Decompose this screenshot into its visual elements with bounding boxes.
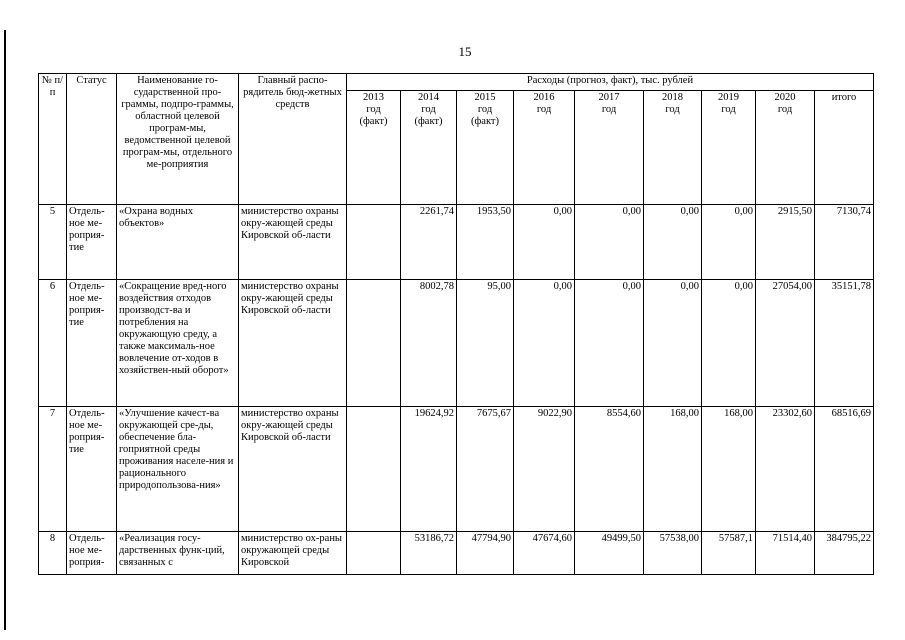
row-total: 35151,78 bbox=[815, 280, 874, 407]
row-value-2016: 0,00 bbox=[514, 205, 575, 280]
header-year-unit: год bbox=[477, 104, 493, 115]
header-executor: Главный распо-рядитель бюд-жетных средств bbox=[239, 74, 347, 205]
row-value-2013 bbox=[347, 407, 401, 532]
budget-table bbox=[38, 73, 874, 575]
header-year-7 bbox=[756, 91, 815, 205]
row-value-2016: 47674,60 bbox=[514, 532, 575, 575]
header-year-year: 2018 bbox=[662, 92, 683, 103]
table-row bbox=[39, 532, 874, 575]
row-name: «Сокращение вред-ного воздействия отходов производст-ва и потребления на окружающую среду, а также максималь-ное вовлечение от-ходов в хозяйствен-ный оборот» bbox=[117, 280, 239, 407]
row-value-2013 bbox=[347, 532, 401, 575]
row-value-2017: 8554,60 bbox=[575, 407, 644, 532]
row-value-2015: 1953,50 bbox=[457, 205, 514, 280]
header-year-2 bbox=[457, 91, 514, 205]
row-status: Отдель-ное ме-роприя-тие bbox=[67, 280, 117, 407]
header-year-note: (факт) bbox=[414, 116, 443, 127]
header-year-year: 2015 bbox=[474, 92, 496, 103]
header-row-top bbox=[39, 74, 874, 91]
row-num: 7 bbox=[39, 407, 67, 532]
header-year-unit: год bbox=[777, 104, 793, 115]
row-value-2020: 27054,00 bbox=[756, 280, 815, 407]
row-status: Отдель-ное ме-роприя-тие bbox=[67, 205, 117, 280]
row-value-2020: 71514,40 bbox=[756, 532, 815, 575]
row-status: Отдель-ное ме-роприя- bbox=[67, 532, 117, 575]
row-executor: министерство ох-раны окружающей среды Кировской bbox=[239, 532, 347, 575]
row-value-2015: 7675,67 bbox=[457, 407, 514, 532]
header-year-unit: год bbox=[421, 104, 436, 115]
header-year-year: 2017 bbox=[598, 92, 620, 103]
row-value-2013 bbox=[347, 205, 401, 280]
header-year-unit: год bbox=[601, 104, 617, 115]
header-year-6 bbox=[702, 91, 756, 205]
header-year-unit: год bbox=[366, 104, 381, 115]
table-row bbox=[39, 205, 874, 280]
row-value-2017: 0,00 bbox=[575, 205, 644, 280]
row-name: «Охрана водных объектов» bbox=[117, 205, 239, 280]
row-total: 384795,22 bbox=[815, 532, 874, 575]
row-value-2020: 23302,60 bbox=[756, 407, 815, 532]
page-number: 15 bbox=[458, 44, 472, 59]
header-name: Наименование го-сударственной про-граммы, подпро-граммы, областной целевой програм-мы, ведомственной целевой програм-мы, отдельного ме-роприятия bbox=[117, 74, 239, 205]
header-year-note: (факт) bbox=[470, 116, 499, 127]
row-value-2019: 0,00 bbox=[702, 205, 756, 280]
row-executor: министерство охраны окру-жающей среды Кировской об-ласти bbox=[239, 280, 347, 407]
row-value-2018: 0,00 bbox=[644, 280, 702, 407]
row-executor: министерство охраны окру-жающей среды Кировской об-ласти bbox=[239, 205, 347, 280]
row-num: 5 bbox=[39, 205, 67, 280]
row-value-2019: 0,00 bbox=[702, 280, 756, 407]
row-num: 8 bbox=[39, 532, 67, 575]
table-body bbox=[39, 205, 874, 575]
row-executor: министерство охраны окру-жающей среды Кировской об-ласти bbox=[239, 407, 347, 532]
header-expenses: Расходы (прогноз, факт), тыс. рублей bbox=[347, 74, 874, 91]
row-total: 68516,69 bbox=[815, 407, 874, 532]
header-year-year: 2014 bbox=[418, 92, 439, 103]
header-year-1 bbox=[401, 91, 457, 205]
row-total: 7130,74 bbox=[815, 205, 874, 280]
row-value-2019: 57587,1 bbox=[702, 532, 756, 575]
header-year-year: 2019 bbox=[718, 92, 739, 103]
header-status: Статус bbox=[67, 74, 117, 205]
row-name: «Улучшение качест-ва окружающей сре-ды, обеспечение бла-гоприятной среды проживания населе-ния и рационального природопользова-ния» bbox=[117, 407, 239, 532]
margin-rule bbox=[4, 30, 6, 630]
row-value-2014: 2261,74 bbox=[401, 205, 457, 280]
header-year-unit: год bbox=[536, 104, 552, 115]
header-year-4 bbox=[575, 91, 644, 205]
row-value-2020: 2915,50 bbox=[756, 205, 815, 280]
header-num: № п/п bbox=[39, 74, 67, 205]
header-year-3 bbox=[514, 91, 575, 205]
row-value-2015: 95,00 bbox=[457, 280, 514, 407]
row-value-2018: 0,00 bbox=[644, 205, 702, 280]
row-value-2014: 53186,72 bbox=[401, 532, 457, 575]
header-year-year: 2020 bbox=[774, 92, 796, 103]
row-value-2016: 0,00 bbox=[514, 280, 575, 407]
row-value-2015: 47794,90 bbox=[457, 532, 514, 575]
header-year-year: 2013 bbox=[363, 92, 384, 103]
row-value-2017: 0,00 bbox=[575, 280, 644, 407]
header-year-unit: год bbox=[665, 104, 680, 115]
header-year-year: 2016 bbox=[533, 92, 555, 103]
row-value-2017: 49499,50 bbox=[575, 532, 644, 575]
header-year-unit: год bbox=[721, 104, 736, 115]
header-year-note: (факт) bbox=[359, 116, 388, 127]
header-year-5 bbox=[644, 91, 702, 205]
row-value-2019: 168,00 bbox=[702, 407, 756, 532]
row-value-2014: 8002,78 bbox=[401, 280, 457, 407]
table-row bbox=[39, 280, 874, 407]
row-value-2014: 19624,92 bbox=[401, 407, 457, 532]
row-value-2018: 168,00 bbox=[644, 407, 702, 532]
row-value-2016: 9022,90 bbox=[514, 407, 575, 532]
row-name: «Реализация госу-дарственных функ-ций, связанных с bbox=[117, 532, 239, 575]
table-row bbox=[39, 407, 874, 532]
header-total: итого bbox=[815, 91, 874, 205]
row-status: Отдель-ное ме-роприя-тие bbox=[67, 407, 117, 532]
row-value-2018: 57538,00 bbox=[644, 532, 702, 575]
header-year-0 bbox=[347, 91, 401, 205]
row-value-2013 bbox=[347, 280, 401, 407]
row-num: 6 bbox=[39, 280, 67, 407]
